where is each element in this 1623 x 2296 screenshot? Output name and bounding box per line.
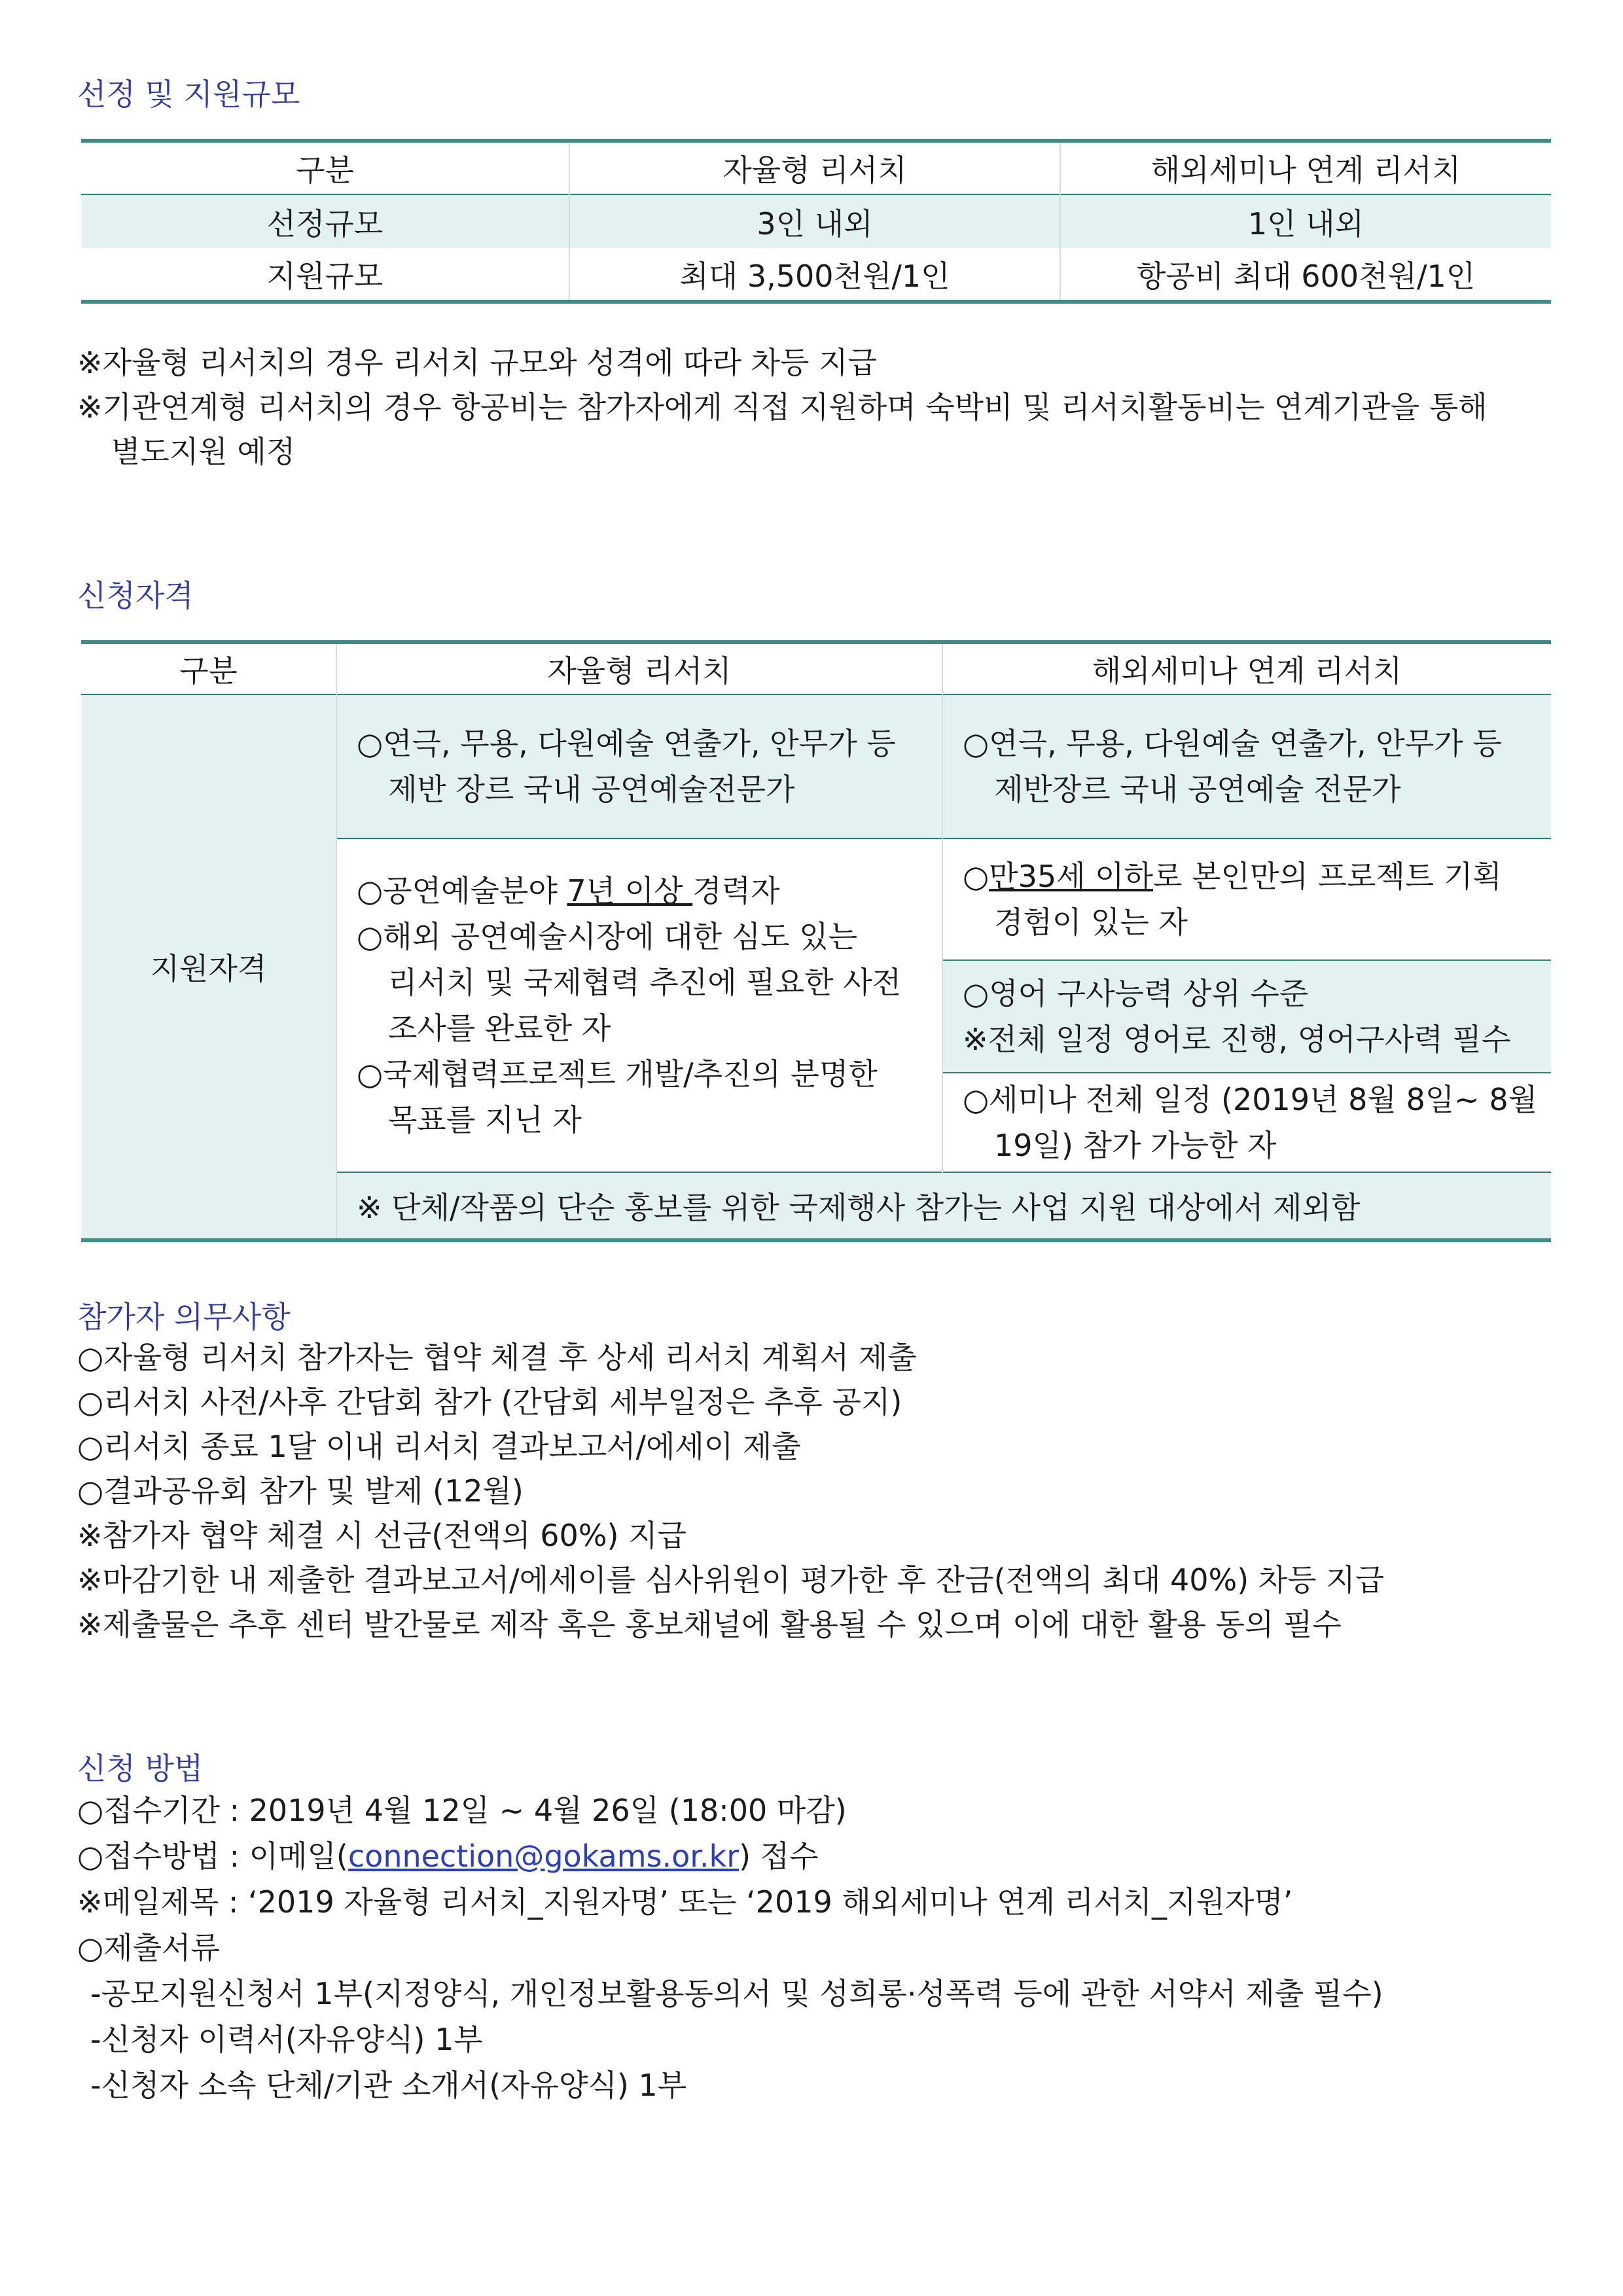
cell-line: 조사를 완료한 자	[388, 1011, 611, 1046]
table-cell: 지원규모	[81, 248, 569, 302]
cell-text: ○	[963, 859, 990, 894]
cell-line: 리서치 및 국제협력 추진에 필요한 사전	[388, 965, 902, 1000]
cell-line: 19일) 참가 가능한 자	[994, 1128, 1277, 1163]
table-cell: 항공비 최대 600천원/1인	[1060, 248, 1551, 302]
table-cell	[942, 1073, 1551, 1172]
cell-line: 제반 장르 국내 공연예술전문가	[388, 772, 795, 807]
table-cell: 최대 3,500천원/1인	[569, 248, 1060, 302]
table-cell	[336, 694, 942, 838]
header-cell: 해외세미나 연계 리서치	[1060, 141, 1551, 194]
note-line: ※자율형 리서치의 경우 리서치 규모와 성격에 따라 차등 지급	[77, 345, 877, 380]
cell-line: ○영어 구사능력 상위 수준	[963, 976, 1309, 1011]
cell-line: ○해외 공연예술시장에 대한 심도 있는	[357, 919, 858, 954]
header-cell: 해외세미나 연계 리서치	[942, 642, 1551, 694]
section-heading-eligibility: 신청자격	[77, 578, 194, 613]
section-heading-obligations: 참가자 의무사항	[77, 1299, 291, 1335]
table-cell: 선정규모	[81, 194, 569, 248]
obligation-line: ○자율형 리서치 참가자는 협약 체결 후 상세 리서치 계획서 제출	[77, 1340, 917, 1375]
table-row	[81, 194, 1551, 248]
obligation-line: ※마감기한 내 제출한 결과보고서/에세이를 심사위원이 평가한 후 잔금(전액의 최대 40%) 차등 지급	[77, 1562, 1385, 1598]
obligation-line: ○결과공유회 참가 및 발제 (12월)	[77, 1473, 524, 1509]
note-line: 별도지원 예정	[111, 434, 296, 469]
cell-line: ○연극, 무용, 다원예술 연출가, 안무가 등	[357, 726, 896, 761]
table-cell: 3인 내외	[569, 194, 1060, 248]
cell-text: 경력자	[692, 873, 780, 908]
cell-text: ○공연예술분야	[357, 873, 567, 908]
cell-line: ○국제협력프로젝트 개발/추진의 분명한	[357, 1056, 878, 1092]
cell-line: ※전체 일정 영어로 진행, 영어구사력 필수	[963, 1022, 1511, 1057]
underlined-text: 7년 이상	[567, 873, 693, 908]
document-item: -공모지원신청서 1부(지정양식, 개인정보활용동의서 및 성희롱·성폭력 등에 관한 서약서 제출 필수)	[90, 1976, 1383, 2011]
document-item: -신청자 소속 단체/기관 소개서(자유양식) 1부	[90, 2068, 687, 2103]
cell-line: ○연극, 무용, 다원예술 연출가, 안무가 등	[963, 726, 1502, 761]
table-row	[81, 248, 1551, 302]
selection-table	[81, 139, 1551, 304]
section-heading-application: 신청 방법	[77, 1751, 204, 1786]
cell-line: 제반장르 국내 공연예술 전문가	[994, 772, 1401, 807]
cell-line	[963, 853, 1551, 899]
obligation-line: ○리서치 종료 1달 이내 리서치 결과보고서/에세이 제출	[77, 1429, 801, 1464]
document-item: -신청자 이력서(자유양식) 1부	[90, 2022, 483, 2057]
underlined-text: 만35세 이하	[989, 859, 1154, 894]
mail-subject: ※메일제목 : ‘2019 자율형 리서치_지원자명’ 또는 ‘2019 해외세미나 연계 리서치_지원자명’	[77, 1884, 1293, 1920]
application-period: ○접수기간 : 2019년 4월 12일 ~ 4월 26일 (18:00 마감)	[77, 1793, 847, 1828]
header-cell: 자율형 리서치	[336, 642, 942, 694]
cell-line: ○세미나 전체 일정 (2019년 8월 8일~ 8월	[963, 1082, 1538, 1117]
method-text: ) 접수	[739, 1839, 819, 1874]
method-text: ○접수방법 : 이메일(	[77, 1839, 348, 1874]
cell-line: 경험이 있는 자	[994, 905, 1188, 940]
cell-text: 로 본인만의 프로젝트 기획	[1153, 859, 1502, 894]
obligation-line: ※제출물은 추후 센터 발간물로 제작 혹은 홍보채널에 활용될 수 있으며 이에 대한 활용 동의 필수	[77, 1607, 1342, 1642]
table-header-row	[81, 141, 1551, 194]
documents-label: ○제출서류	[77, 1930, 220, 1965]
cell-line	[357, 868, 942, 914]
obligation-line: ※참가자 협약 체결 시 선금(전액의 60%) 지급	[77, 1518, 687, 1553]
note-cell: ※ 단체/작품의 단순 홍보를 위한 국제행사 참가는 사업 지원 대상에서 제외함	[336, 1172, 1551, 1240]
row-label-cell: 지원자격	[81, 694, 336, 1240]
section-heading-selection: 선정 및 지원규모	[77, 77, 300, 112]
email-link[interactable]: connection@gokams.or.kr	[348, 1839, 740, 1874]
table-cell: 1인 내외	[1060, 194, 1551, 248]
table-cell	[942, 960, 1551, 1073]
note-line: ※기관연계형 리서치의 경우 항공비는 참가자에게 직접 지원하며 숙박비 및 리서치활동비는 연계기관을 통해	[77, 389, 1488, 425]
eligibility-table	[81, 640, 1551, 1242]
table-header-row	[81, 642, 1551, 694]
application-method	[77, 1837, 819, 1876]
header-cell: 자율형 리서치	[569, 141, 1060, 194]
obligation-line: ○리서치 사전/사후 간담회 참가 (간담회 세부일정은 추후 공지)	[77, 1384, 902, 1420]
header-cell: 구분	[81, 642, 336, 694]
table-cell	[942, 694, 1551, 838]
cell-line: 목표를 지닌 자	[388, 1102, 582, 1138]
table-cell	[336, 838, 942, 1172]
header-cell: 구분	[81, 141, 569, 194]
table-cell	[942, 838, 1551, 960]
table-row	[81, 694, 1551, 838]
